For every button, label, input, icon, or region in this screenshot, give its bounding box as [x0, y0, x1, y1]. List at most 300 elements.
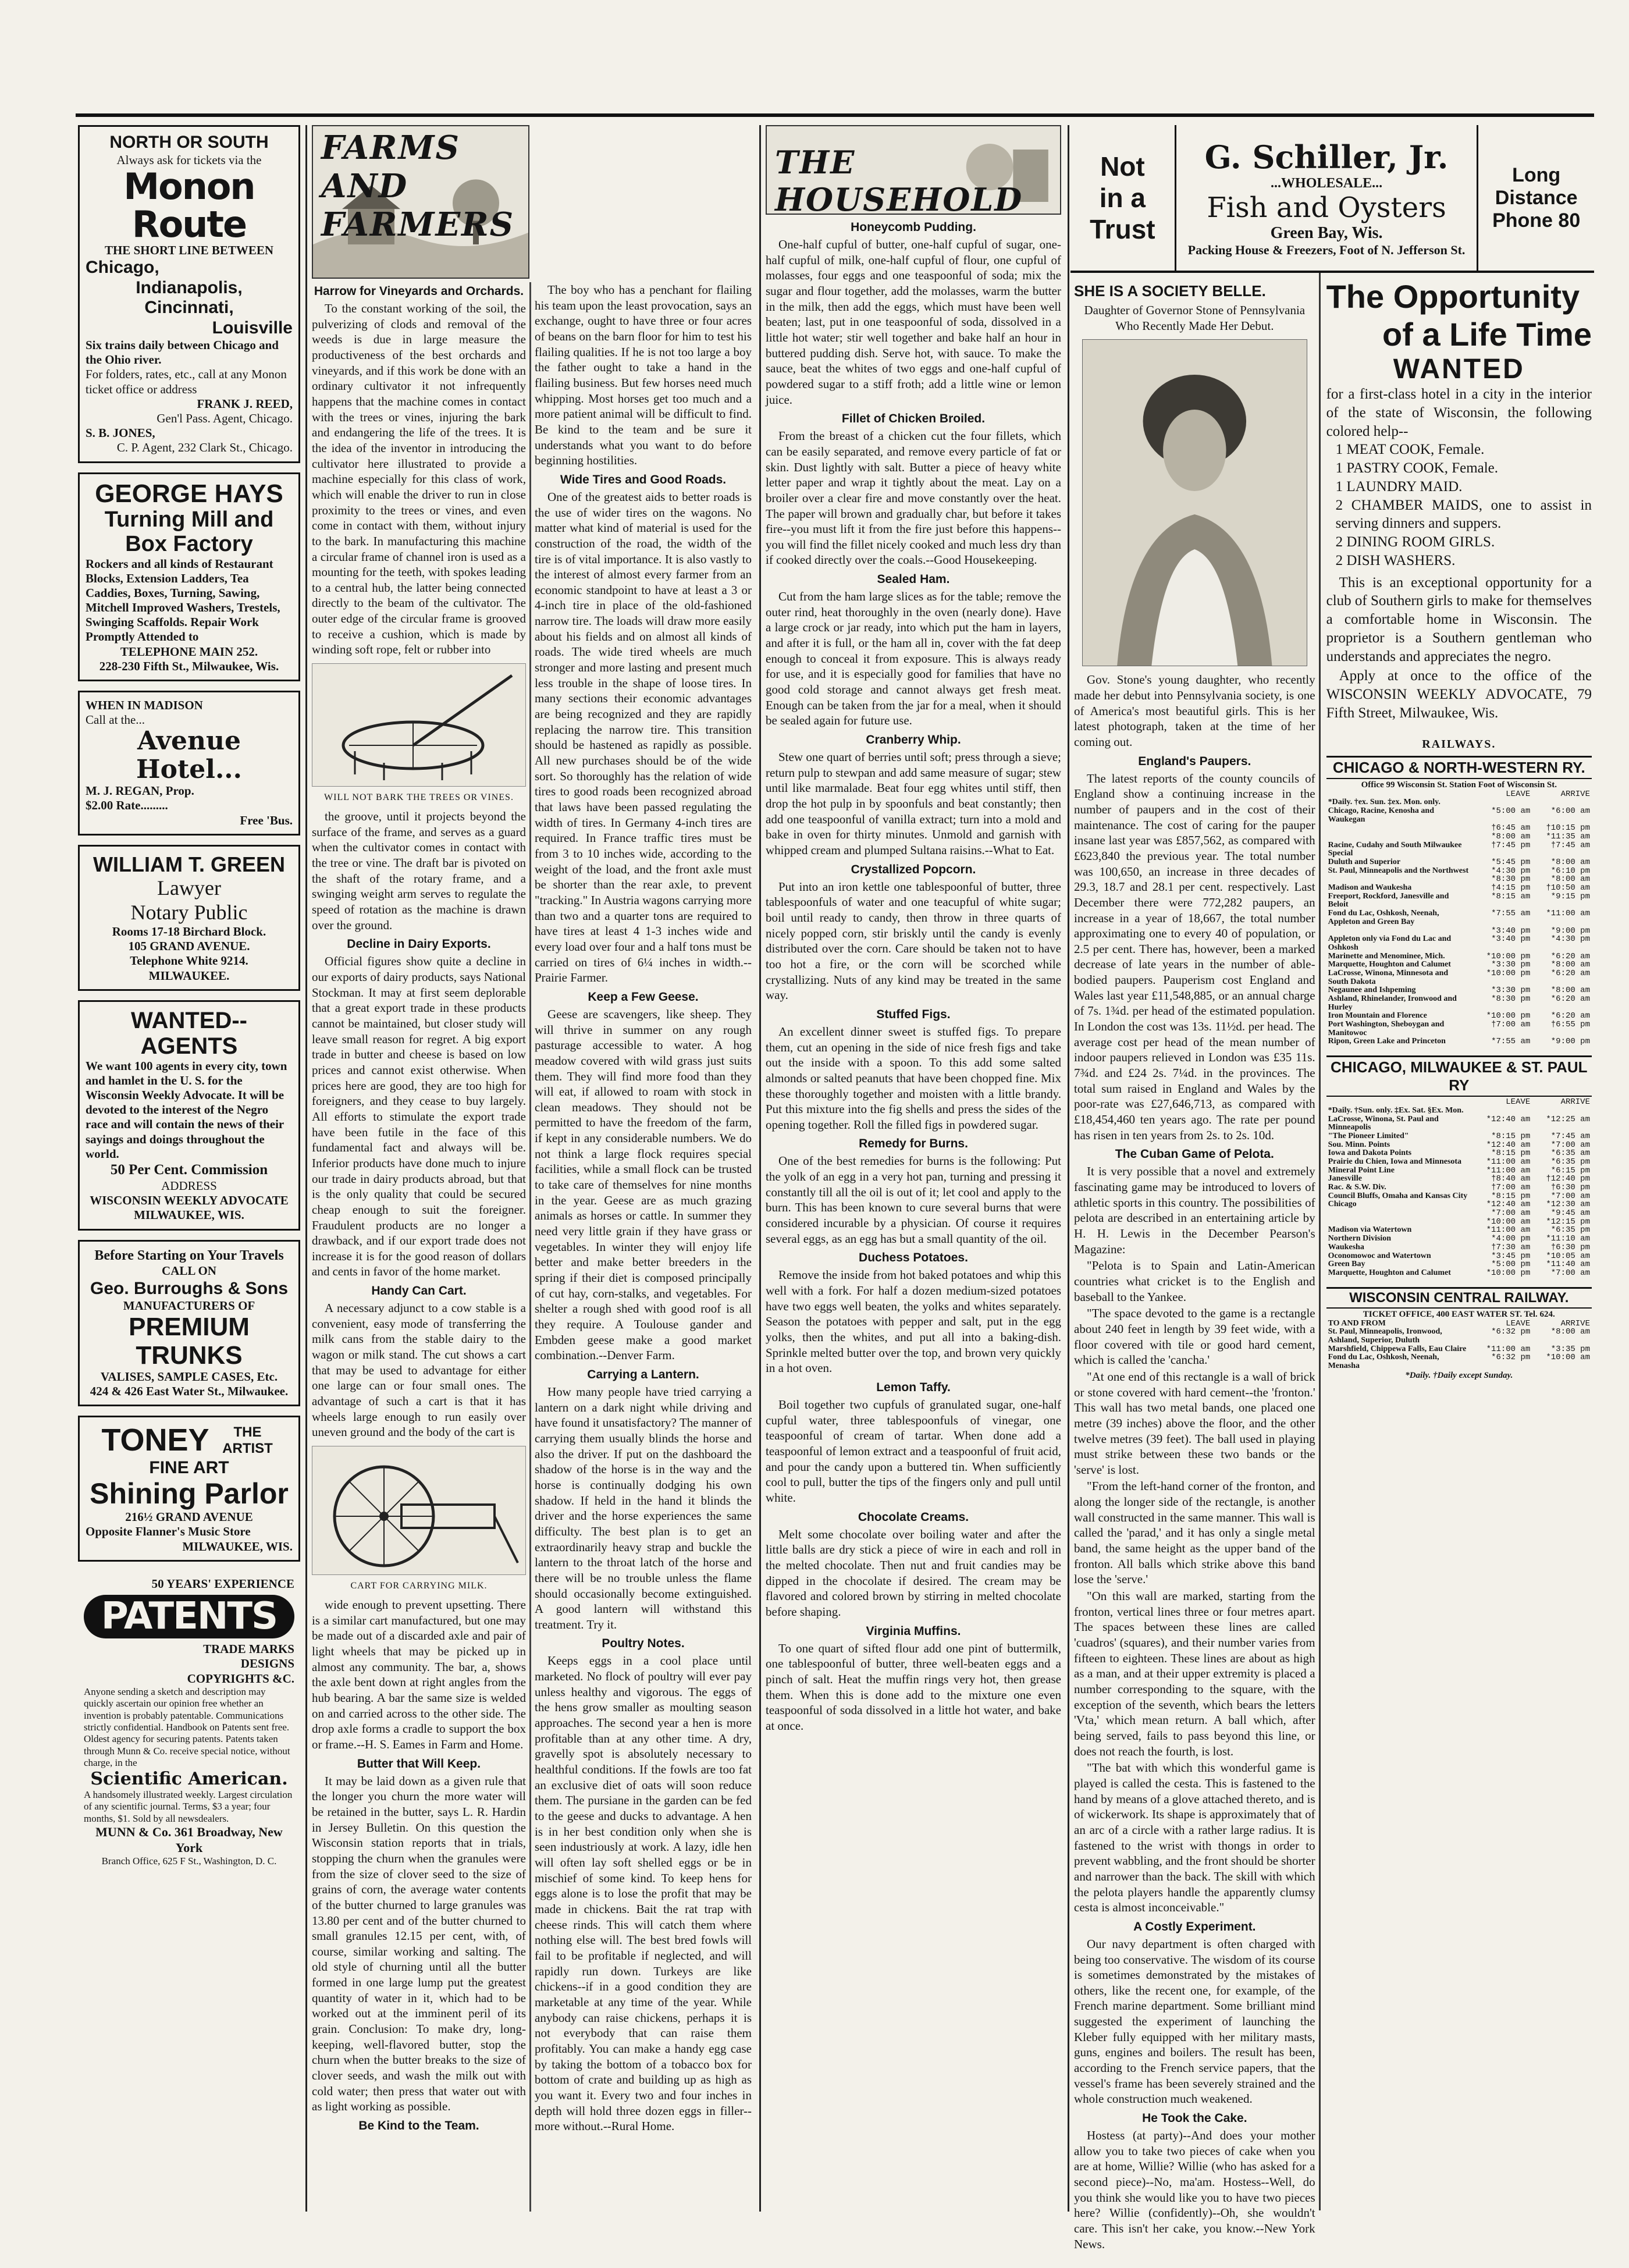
right-column: [1070, 125, 1594, 2251]
train-time: *7:45 am: [1550, 1131, 1590, 1141]
article-text: wide enough to prevent upsetting. There is a similar cart manufactured, but one may be made out of a discarded axle and pair of light wheels that may be picked up in almost any community. The bar, a, shows the axle bent down at right angles from the hub bearing. A bar the same size is welded on and carried across to the other side. The drop axle forms a cradle to support the box or frame.--H. S. Eames in Farm and Home.: [312, 1598, 526, 1751]
timetable-row: [1326, 1252, 1592, 1261]
train-time: *4:00 pm: [1491, 1234, 1531, 1244]
ad-line: Lawyer: [157, 876, 221, 900]
ad-line: CALL ON: [162, 1264, 216, 1278]
illustration-caption: CART FOR CARRYING MILK.: [350, 1581, 488, 1591]
timetable-cmsp: [1326, 1098, 1592, 1277]
ad-line: Rockers and all kinds of Restaurant Blocks, Extension Ladders, Tea Caddies, Boxes, Turning, Sawing, Mitchell Improved Washers, Trestels, Swinging Scaffolds. Repair Work Promptly Attended to: [86, 556, 280, 644]
timetable-row: [1326, 1141, 1592, 1150]
train-time: *6:10 pm: [1550, 866, 1590, 876]
timetable-row: [1326, 1243, 1592, 1252]
article-heading: Decline in Dairy Exports.: [347, 937, 491, 951]
train-time: *7:55 am: [1491, 909, 1531, 919]
train-time: *6:35 pm: [1550, 1157, 1590, 1167]
ad-line: S. B. JONES,: [86, 426, 155, 440]
train-time: †6:30 pm: [1550, 1183, 1590, 1192]
route-name: Fond du Lac, Oshkosh, Neenah, Appleton and Green Bay: [1328, 909, 1439, 926]
article-heading: Poultry Notes.: [602, 1637, 685, 1651]
ad-line: Six trains daily between Chicago and the Ohio river.: [86, 338, 279, 367]
train-time: *3:45 pm: [1491, 1251, 1531, 1261]
article-text: The boy who has a penchant for flailing his team upon the least provocation, says an exchange, ought to have three or four acres of beans on the barn floor for him to test his flailing qualities. If he is not too large a boy the father ought to take a hand in the flailing business. But few horses need much whipping. Most horses get too much and a more patient animal will be difficult to find. Be kind to the team and be sure it understands what you want to do before beginning hostilities.: [535, 283, 752, 468]
wanted-agents-ad: [78, 1000, 300, 1231]
ad-line: Green Bay, Wis.: [1270, 223, 1383, 242]
route-name: [1326, 927, 1472, 936]
ad-line: Not: [1100, 151, 1145, 182]
article-text: One of the greatest aids to better roads is the use of wider tires on the wagons. No matter what kind of material is used for the construction of the road, the width of the tire is of vital importance. It is also vastly to the interest of almost every farmer from an economic standpoint to have at least a 3 or 4-inch tire in place of the old-fashioned narrow tire. The loads will draw more easily about his fields and on almost all kinds of roads. The wide tired wheels are much stronger and more lasting and present much less trouble in the shape of loose tires. In many sections their economic advantages are being recognized and they are rapidly replacing the narrow tire. This transition should be hastened as rapidly as possible. All new purchases should be of the wide sort. So thoroughly has the relation of wide tires to good roads been recognized abroad that laws have been passed regulating the width of tires. In Germany 4-inch tires are required. In France traffic tires must be from 3 to 10 inches wide, according to the weight of the load, and the front axle must be shorter than the rear axle, to prevent "tracking." In Austria wagons carrying more than two and a quarter tons are required to have tires at least 4 1-3 inches wide and every load over four and a half tons must be carried on tires of 6¼ inches in width.--Prairie Farmer.: [535, 489, 752, 985]
schiller-ad: [1176, 125, 1479, 271]
train-time: *10:00 am: [1546, 1353, 1590, 1363]
ad-city: Indianapolis,: [136, 278, 243, 297]
train-time: *10:05 am: [1546, 1251, 1590, 1261]
timetable-row: [1326, 867, 1592, 876]
ad-line: THE ARTIST: [222, 1424, 273, 1457]
timetable-row: [1326, 969, 1592, 986]
recipe-heading: Duchess Potatoes.: [859, 1251, 968, 1265]
william-green-ad: [78, 845, 300, 991]
train-time: *8:00 am: [1491, 831, 1531, 841]
train-time: *6:32 pm: [1491, 1327, 1531, 1337]
article-heading: Butter that Will Keep.: [357, 1757, 481, 1771]
col-header: ARRIVE: [1560, 1318, 1590, 1328]
train-time: *6:35 pm: [1550, 1225, 1590, 1235]
route-name: Chicago, Racine, Kenosha and Waukegan: [1328, 806, 1435, 824]
article-text: "The bat with which this wonderful game is played is called the cesta. This is fastened to the hand by means of a glove attached thereto, and is of wickerwork. Its shape is approximately that of an arc of a circle with a rather large radius. It is fastened to the wrist with thongs in order to prevent wabbling, and the front should be shorter and narrower than the back. The skill with which the pelota players handle the apparently clumsy cesta is almost inconceivable.": [1074, 1761, 1315, 1915]
ad-line: Call at the...: [86, 713, 145, 727]
train-time: *6:32 pm: [1491, 1353, 1531, 1363]
train-time: †7:00 am: [1491, 1183, 1531, 1192]
train-time: *7:55 am: [1491, 1037, 1531, 1047]
ad-line: MANUFACTURERS OF: [123, 1299, 255, 1313]
ad-line: For folders, rates, etc., call at any Monon ticket office or address: [86, 367, 287, 396]
recipe-heading: Crystallized Popcorn.: [851, 862, 976, 876]
article-heading: Keep a Few Geese.: [588, 990, 699, 1004]
milk-cart-illustration: [312, 1446, 526, 1575]
ad-headline: Avenue Hotel...: [136, 726, 242, 784]
ad-line: Trust: [1090, 214, 1155, 244]
george-hays-ad: [78, 472, 300, 681]
train-time: †6:30 pm: [1550, 1242, 1590, 1252]
article-text: "Pelota is to Spain and Latin-American countries what cricket is to the English and baseball to the Yankee.: [1074, 1259, 1315, 1304]
ad-line: Free 'Bus.: [240, 813, 293, 827]
article-text: It is very possible that a novel and extremely fascinating game may be introduced to lovers of athletic sports in this country. The possibilities of pelota are described in an entertaining article by H. H. Lewis in the December Pearson's Magazine:: [1074, 1164, 1315, 1256]
timetable-row: [1326, 1115, 1592, 1132]
train-time: *8:00 am: [1550, 1327, 1590, 1337]
train-time: *12:40 am: [1486, 1200, 1531, 1210]
illustration-caption: WILL NOT BARK THE TREES OR VINES.: [324, 792, 514, 803]
ad-line: MILWAUKEE.: [148, 968, 230, 983]
article-heading: Carrying a Lantern.: [587, 1367, 699, 1381]
ad-line: Opposite Flanner's Music Store: [86, 1524, 251, 1539]
train-time: *6:20 am: [1550, 968, 1590, 978]
train-time: *10:00 pm: [1486, 1268, 1531, 1278]
train-time: *3:30 pm: [1491, 986, 1531, 996]
ad-headline: GEORGE HAYS: [95, 479, 283, 508]
ad-line: ADDRESS: [161, 1179, 217, 1193]
ad-headline: Fish and Oysters: [1207, 191, 1446, 224]
column-rule: [759, 125, 761, 2212]
timetable-row: [1326, 1226, 1592, 1235]
ad-line: Phone 80: [1492, 209, 1581, 232]
ad-headline: The Opportunity: [1326, 278, 1580, 315]
route-name: Duluth and Superior: [1328, 858, 1401, 866]
timetable-row: [1326, 1037, 1592, 1046]
farms-title: FARMS AND FARMERS: [321, 129, 515, 244]
timetable-row: [1326, 798, 1592, 807]
article-text: Official figures show quite a decline in our exports of dairy products, says National Stockman. It may at first seem deplorable that a great export trade in these products cannot be maintained, but closer study will leave small reason for regret. A big export trade in butter and cheese is based on low prices and cannot exist otherwise. When prices here are good, they are too high for foreigners, and they cease to buy largely. All efforts to stimulate the export trade have been futile in the face of this fundamental fact and always will be. Inferior products have done much to injure our trade in dairy products abroad, but that is the only quality that could be secured cheap enough to suit the foreigner. Fraudulent products are no longer a drawback, and if our export trade does not increase it is for the good reason of dollars and cents in favor of the home market.: [312, 954, 527, 1279]
ad-line: TELEPHONE MAIN 252.: [120, 644, 258, 659]
farms-subcolumn-left: [308, 125, 529, 2212]
timetable-row: [1326, 833, 1592, 841]
train-time: †7:30 am: [1491, 1242, 1531, 1252]
route-name: Port Washington, Sheboygan and Manitowoc: [1328, 1020, 1445, 1037]
route-name: Janesville: [1328, 1174, 1362, 1183]
ad-line: Always ask for tickets via the: [116, 152, 262, 167]
recipe-text: Melt some chocolate over boiling water and after the little balls are dry stick a piece of wire in each and roll in the melted chocolate. Then nut and fruit candies may be dipped in the chocolate if desired. The cream may be flavored and colored brown by stirring in melted chocolate before shaping.: [766, 1527, 1061, 1619]
train-time: *7:00 am: [1491, 1208, 1531, 1218]
train-time: *6:20 am: [1550, 951, 1590, 961]
train-time: *12:30 am: [1546, 1200, 1590, 1210]
route-name: Negaunee and Ishpeming: [1328, 986, 1416, 995]
route-name: Iowa and Dakota Points: [1328, 1149, 1412, 1158]
long-distance-phone-box: [1478, 125, 1594, 271]
train-time: *10:00 pm: [1486, 1011, 1531, 1021]
train-time: *6:35 am: [1550, 1149, 1590, 1158]
ad-line: 228-230 Fifth St., Milwaukee, Wis.: [99, 659, 279, 673]
route-name: [1326, 1209, 1472, 1218]
farms-masthead: [312, 125, 529, 279]
recipe-heading: Virginia Muffins.: [866, 1624, 961, 1638]
train-time: *3:40 pm: [1491, 926, 1531, 936]
col-header: LEAVE: [1506, 789, 1531, 799]
article-text: "On this wall are marked, starting from the fronton, vertical lines three or four metres apart. The spaces between these lines are called 'cuadros' (squares), and their number varies from fifteen to eighteen. These lines are about as high as a man, and at their upper extremity is placed a number corresponding to the square, with the exception of the seventh, which bears the letters 'Vta,' which mean return. A ball which, after being served, fails to pass beyond this line, or does not reach the fourth, is lost.: [1074, 1589, 1315, 1758]
timetable-row: [1326, 1209, 1592, 1218]
train-time: *7:00 am: [1550, 1268, 1590, 1278]
route-name: Ashland, Rhinelander, Ironwood and Hurley: [1328, 994, 1457, 1012]
route-name: Council Bluffs, Omaha and Kansas City: [1328, 1191, 1468, 1200]
railways-heading: RAILWAYS.: [1422, 737, 1496, 751]
article-text: the groove, until it projects beyond the surface of the frame, and serves as a guard when the cultivator comes in contact with the tree or vine. The draft bar is pivoted on the shaft of the rotary frame, and a swinging weight arm serves to regulate the speed of rotation as the machine is drawn over the ground.: [312, 809, 526, 932]
recipe-heading: Stuffed Figs.: [876, 1007, 951, 1021]
route-name: *Daily. †ex. Sun. ‡ex. Mon. only.: [1328, 798, 1441, 807]
ad-line: MILWAUKEE, WIS.: [134, 1208, 244, 1222]
route-name: Northern Division: [1328, 1234, 1392, 1243]
train-time: *11:00 am: [1546, 909, 1590, 919]
route-name: Fond du Lac, Oshkosh, Neenah, Menasha: [1328, 1353, 1439, 1370]
train-time: *8:30 pm: [1491, 875, 1531, 884]
train-time: [1472, 798, 1532, 807]
train-time: *6:20 am: [1550, 994, 1590, 1004]
timetable-row: [1326, 927, 1592, 936]
timetable-row: [1326, 884, 1592, 893]
train-time: *9:15 pm: [1550, 891, 1590, 901]
ad-line: FINE ART: [149, 1458, 229, 1477]
train-time: †12:40 pm: [1546, 1174, 1590, 1184]
article-subhead: Daughter of Governor Stone of Pennsylvania Who Recently Made Her Debut.: [1084, 303, 1306, 333]
schiller-banner: [1070, 125, 1594, 273]
train-time: *3:40 pm: [1491, 934, 1531, 944]
col-header: ARRIVE: [1560, 789, 1590, 799]
train-time: *8:15 am: [1491, 891, 1531, 901]
train-time: †6:45 am: [1491, 823, 1531, 833]
train-time: *12:40 am: [1486, 1114, 1531, 1124]
ad-line: Branch Office, 625 F St., Washington, D. C.: [101, 1855, 277, 1867]
timetable-wc: [1326, 1320, 1592, 1371]
route-name: Prairie du Chien, Iowa and Minnesota: [1328, 1157, 1462, 1166]
col-header: LEAVE: [1506, 1318, 1531, 1328]
article-text: Geese are scavengers, like sheep. They will thrive in summer on any rough pasturage accessible to water. A hog meadow covered with wild grass just suits them. They will find more food than they will eat, if allowed to roam with stock in clean meadows. They should not be permitted to have the freedom of the farm, if kept in any considerable numbers. We do not think a large flock requires special facilities, while a small flock can be trusted to take care of themselves for nine months in the year. Geese are as much grazing animals as horses or cattle. In summer they need very little grain if they have grass or vegetables. In winter they will enjoy life better and make better breeders in the spring if their diet is composed principally of cut hay, corn-stalks, and vegetables. For shelter a rough shed with good roof is all they require. A Toulouse gander and Embden geese make a good market combination.--Denver Farm.: [535, 1007, 752, 1363]
train-time: *10:00 am: [1486, 1217, 1531, 1227]
article-heading: Handy Can Cart.: [371, 1284, 467, 1298]
article-text: Keeps eggs in a cool place until marketed. No flock of poultry will ever pay unless healthy and vigorous. The eggs of the hens grow smaller as moulting season approaches. The second year a hen is more profitable than at any other time. A dry, gravelly spot is absolutely necessary to healthful conditions. If the fowls are too fat an exclusive diet of oats will soon reduce them. The pursiane in the garden can be fed to the geese and ducks to advantage. A hen is in her best condition only when she is seen industriously at work. A lazy, idle hen will often lay soft shelled eggs or be in mischief of some kind. To keep hens for eggs alone is to lose the profit that may be made in chickens. Bait the rat trap with cheese rinds. This will catch them where nothing else will. The best bred fowls will fail to be profitable if neglected, and will rapidly run down. Turkeys are like chickens--if in a good condition they are marketable at any time of the year. While anybody can raise chickens, perhaps it is not everybody that can raise them profitably. You can make a handy egg case by taking the bottom of a tobacco box for bottom of crate and building up as high as you want it. Every two and four inches in depth will hold three dozen eggs in filler--more without.--Rural Home.: [535, 1654, 752, 2134]
timetable-row: [1326, 893, 1592, 909]
route-name: Rac. & S.W. Div.: [1328, 1183, 1386, 1192]
train-time: †4:15 pm: [1491, 883, 1531, 893]
ad-line: This is an exceptional opportunity for a club of Southern girls to make for themselves a comfortable home in Wisconsin. The proprietor is a Southern gentleman who understands and appreciates the negro.: [1326, 574, 1592, 664]
timetable-row: [1326, 1353, 1592, 1370]
route-name: LaCrosse, Winona, St. Paul and Minneapolis: [1328, 1114, 1439, 1132]
train-time: *11:00 am: [1486, 1157, 1531, 1167]
ad-city: Chicago,: [86, 258, 159, 278]
job-item: 2 DISH WASHERS.: [1335, 552, 1456, 568]
train-time: *8:15 pm: [1491, 1131, 1531, 1141]
railway-name: CHICAGO & NORTH-WESTERN RY.: [1326, 756, 1592, 779]
timetable-row: [1326, 875, 1592, 884]
ad-line: DESIGNS: [240, 1656, 294, 1671]
train-time: *9:00 pm: [1550, 926, 1590, 936]
article-text: Our navy department is often charged with being too conservative. The wisdom of its course is sometimes demonstrated by the mistakes of others, like the recent one, for example, of the French marine department. Some brilliant mind suggested the experiment of launching the Kleber fully equipped with her military masts, guns, engines and boilers. The result has been, according to the French service papers, that the vessel's frame has been severely strained and the whole construction much weakened.: [1074, 1936, 1315, 2106]
job-item: 1 PASTRY COOK, Female.: [1335, 460, 1499, 476]
train-time: *5:00 pm: [1491, 1260, 1531, 1270]
train-time: †8:40 am: [1491, 1174, 1531, 1184]
train-time: *5:45 pm: [1491, 858, 1531, 867]
ad-subhead: Turning Mill and Box Factory: [104, 507, 274, 556]
train-time: †6:55 pm: [1550, 1020, 1590, 1030]
article-text: "From the left-hand corner of the fronton, and along the longer side of the rectangle, is another wall constructed in the same manner. This wall is called the 'parad,' and it has only a single metal band, the same height as the upper band of the fronton. All balls which strike above this band lose the 'serve.': [1074, 1479, 1315, 1587]
article-heading: A Costly Experiment.: [1133, 1919, 1256, 1933]
train-time: *12:40 am: [1486, 1140, 1531, 1150]
train-time: *11:10 am: [1546, 1234, 1590, 1244]
train-time: *8:15 pm: [1491, 1191, 1531, 1201]
timetable-row: [1326, 961, 1592, 969]
ad-line: FRANK J. REED,: [197, 396, 293, 411]
route-name: Freeport, Rockford, Janesville and Beloit: [1328, 891, 1449, 909]
recipe-text: An excellent dinner sweet is stuffed figs. To prepare them, cut an opening in the side of nice fresh figs and take out the inside with a spoon. To this add some salted almonds or salted peanuts that have been chopped fine. Mix these thoroughly together and moisten with a little brandy. Put this mixture into the fig shells and press the sides of the opening together. Roll the filled figs in powdered sugar.: [766, 1024, 1061, 1132]
timetable-row: [1326, 1132, 1592, 1141]
railway-name: WISCONSIN CENTRAL RAILWAY.: [1326, 1287, 1592, 1309]
recipe-text: Remove the inside from hot baked potatoes and whip this well with a fork. For half a dozen medium-sized potatoes have two eggs well beaten, the yolks and whites separately. Season the potatoes with pepper and salt, put in the egg yolks, then the whites, and put all into a baking-dish. Sprinkle melted butter over the top, and brown very quickly in a hot oven.: [766, 1268, 1061, 1375]
ad-line: We want 100 agents in every city, town and hamlet in the U. S. for the Wisconsin Weekly Advocate. It will be devoted to the interest of the Negro race and will contain the news of their sayings and doings throughout the world.: [86, 1058, 287, 1161]
timetable-row: [1326, 1218, 1592, 1227]
ad-line: 50 YEARS' EXPERIENCE: [151, 1576, 294, 1591]
burroughs-trunks-ad: [78, 1240, 300, 1407]
recipe-heading: Chocolate Creams.: [858, 1510, 969, 1524]
recipe-heading: Honeycomb Pudding.: [851, 221, 976, 234]
train-time: †10:15 pm: [1546, 823, 1590, 833]
harrow-illustration: [312, 663, 526, 787]
route-name: Marquette, Houghton and Calumet: [1328, 960, 1451, 969]
train-time: *4:30 pm: [1491, 866, 1531, 876]
article-text: How many people have tried carrying a lantern on a dark night while driving and have found it unsatisfactory? The manner of carrying them usually blinds the horse and also the driver. If put on the dashboard the shadow of the horse is in the way and the horse is continually dodging his own shadow. If held in the hand it blinds the driver and the horse experiences the same difficulty. The best plan is to get an extraordinarily heavy strap and buckle the lantern to the throat latch of the horse and there will be no trouble unless the flame should occasionally become extinguished. A good lantern will withstand this treatment. Try it.: [535, 1384, 752, 1631]
train-time: *9:00 pm: [1550, 1037, 1590, 1047]
train-time: *6:15 pm: [1550, 1165, 1590, 1175]
article-heading: The Cuban Game of Pelota.: [1115, 1147, 1274, 1161]
ad-line: NORTH OR SOUTH: [109, 133, 269, 152]
timetable-row: [1326, 995, 1592, 1012]
recipe-heading: Sealed Ham.: [877, 573, 950, 586]
ad-line: $2.00 Rate.........: [86, 798, 168, 813]
article-heading: Harrow for Vineyards and Orchards.: [314, 285, 524, 298]
ad-line: 105 GRAND AVENUE.: [128, 939, 250, 954]
avenue-hotel-ad: [78, 691, 300, 836]
woman-portrait-icon: [1083, 340, 1307, 666]
article-text: "The space devoted to the game is a rectangle about 240 feet in length by 39 feet wide, with a floor covered with tile or good hard cement, which is called the 'cancha.': [1074, 1306, 1315, 1367]
train-time: *7:00 am: [1550, 1191, 1590, 1201]
timetable-row: [1326, 1149, 1592, 1158]
recipe-text: From the breast of a chicken cut the four fillets, which can be easily separated, and remove every particle of fat or skin. Dust lightly with salt. Butter a piece of heavy white letter paper and wrap it tightly about the meat. Lay on a broiler over a clear fire and move constantly over the heat. The paper will brown and gradually char, but before it takes fire--you must lift it from the fire just before this happens--you will find the fillet nicely cooked and much less dry than if cooked directly over the coals.--Good Housekeeping.: [766, 429, 1061, 567]
monon-route-ad: [78, 125, 300, 463]
route-name: Waukesha: [1328, 1242, 1364, 1252]
milk-cart-icon: [312, 1446, 525, 1574]
article-text: Hostess (at party)--And does your mother allow you to take two pieces of cake when you are at home, Willie? Willie (who has asked for a second piece)--No, ma'am. Hostess--Well, do you think she would like you to have two pieces here? Willie (confidently)--Oh, she wouldn't care. This isn't her cake, you know.--New York News.: [1074, 2128, 1315, 2251]
ad-city: Cincinnati,: [144, 298, 234, 318]
train-time: *5:00 am: [1491, 806, 1531, 816]
ad-line: in a: [1099, 183, 1146, 213]
ad-city: Louisville: [212, 318, 293, 337]
route-name: Green Bay: [1328, 1260, 1365, 1269]
recipe-heading: Lemon Taffy.: [876, 1381, 951, 1394]
route-name: St. Paul, Minneapolis and the Northwest: [1328, 866, 1469, 875]
newspaper-page: [76, 113, 1594, 2251]
route-name: Racine, Cudahy and South Milwaukee Special: [1328, 840, 1462, 858]
ad-line: for a first-class hotel in a city in the interior of the state of Wisconsin, the following colored help--: [1326, 386, 1592, 439]
article-text: It may be laid down as a given rule that the longer you churn the more water will be retained in the butter, says L. R. Hardin in Jersey Bulletin. On this question the Wisconsin station reports that in trials, stopping the churn when the granules were from the size of clover seed to the size of grains of corn, the average water contents of the butter churned to large granules was 13.80 per cent and of the butter churned to small granules 12.15 per cent, with, of course, similar working and salting. The old style of churning until all the butter formed in one large lump put the greatest quantity of water in it, which had to be worked out at the imminent peril of its grain. Conclusion: To make dry, long-keeping, well-flavored butter, stop the churn when the butter breaks to the size of clover seeds, and wash the milk out with cold water; then press that water out with as light working as possible.: [312, 1773, 526, 2114]
ad-line: TRADE MARKS: [203, 1642, 294, 1656]
recipe-heading: Remedy for Burns.: [859, 1137, 968, 1151]
ad-line: 424 & 426 East Water St., Milwaukee.: [90, 1384, 289, 1399]
train-time: *3:30 pm: [1491, 960, 1531, 970]
train-time: *6:20 am: [1550, 1011, 1590, 1021]
timetable-row: [1326, 1167, 1592, 1175]
route-name: [1326, 1218, 1472, 1227]
timetable-row: [1326, 824, 1592, 833]
ad-line: COPYRIGHTS &C.: [187, 1671, 294, 1686]
route-name: Ripon, Green Lake and Princeton: [1328, 1037, 1446, 1046]
timetable-row: [1326, 1183, 1592, 1192]
recipe-text: Cut from the ham large slices as for the table; remove the outer rind, heat thoroughly in the oven (nearly done). Have a large crock or jar ready, into which put the ham in layers, and after it is full, or the ham all in, cover with the fat deep enough to conceal it from exposure. This is always ready for use, and it is especially good for families that have no good cold storage and cannot always get fresh meat. Enough can be taken from the jar for a meal, when it should be sealed again for future use.: [766, 589, 1061, 728]
ad-headline: WANTED: [1393, 354, 1525, 385]
ad-line: C. P. Agent, 232 Clark St., Chicago.: [116, 440, 293, 455]
timetable-row: [1326, 807, 1592, 824]
not-in-trust-box: [1070, 125, 1176, 271]
article-text: A necessary adjunct to a cow stable is a convenient, easy mode of transferring the milk cans from the stable dairy to the wagon or milk stand. The cut shows a cart that may be used to advantage for either one large can or four small ones. The advantage of such a cart is that it has wheels large enough to run easily over uneven ground and the body of the cart is: [312, 1301, 526, 1439]
route-name: St. Paul, Minneapolis, Ironwood, Ashland, Superior, Duluth: [1328, 1327, 1442, 1345]
ad-line: Notary Public: [130, 900, 248, 924]
train-time: *11:00 am: [1486, 1165, 1531, 1175]
article-heading: Be Kind to the Team.: [358, 2119, 479, 2133]
ad-line: ...WHOLESALE...: [1271, 175, 1383, 191]
toney-shining-parlor-ad: [78, 1416, 300, 1561]
ad-line: Apply at once to the office of the WISCONSIN WEEKLY ADVOCATE, 79 Fifth Street, Milwaukee, Wis.: [1326, 668, 1592, 721]
ad-line: Before Starting on Your Travels: [94, 1247, 284, 1263]
ad-headline: G. Schiller, Jr.: [1204, 138, 1449, 176]
train-time: *3:35 pm: [1550, 1344, 1590, 1354]
route-name: "The Pioneer Limited": [1328, 1131, 1409, 1140]
col-header: TO AND FROM: [1328, 1318, 1386, 1328]
route-name: Mineral Point Line: [1328, 1165, 1395, 1175]
timetable-row: [1326, 1235, 1592, 1243]
col-header: ARRIVE: [1560, 1097, 1590, 1107]
ad-line: Anyone sending a sketch and description may quickly ascertain our opinion free whether an invention is probably patentable. Communications strictly confidential. Handbook on Patents sent free. Oldest agency for securing patents. Patents taken through Munn & Co. receive special notice, without charge, in the: [84, 1686, 290, 1769]
article-heading: SHE IS A SOCIETY BELLE.: [1074, 282, 1266, 300]
timetable-row: [1326, 1192, 1592, 1201]
recipe-text: Put into an iron kettle one tablespoonful of butter, three tablespoonfuls of water and one teacupful of white sugar; boil until ready to candy, then throw in three quarts of nicely popped corn, stir briskly until the candy is evenly distributed over the corn. Care should be taken not to have too hot a fire, or the corn will be scorched while crystallizing. Nuts of any kind may be treated in the same way.: [766, 879, 1061, 1003]
ad-line: WISCONSIN WEEKLY ADVOCATE: [90, 1193, 289, 1208]
route-name: *Daily. †Sun. only. ‡Ex. Sat. §Ex. Mon.: [1328, 1105, 1464, 1115]
job-item: 2 CHAMBER MAIDS, one to assist in serving dinners and suppers.: [1335, 497, 1592, 532]
news-subcolumn: [1070, 273, 1319, 2251]
train-time: *8:30 pm: [1491, 994, 1531, 1004]
ad-line: Geo. Burroughs & Sons: [90, 1278, 289, 1298]
ads-column: [76, 125, 303, 2212]
timetable-row: [1326, 1200, 1592, 1209]
route-name: Appleton only via Fond du Lac and Oshkosh: [1328, 934, 1452, 952]
train-time: *10:00 pm: [1486, 951, 1531, 961]
article-heading: He Took the Cake.: [1142, 2111, 1247, 2125]
train-time: †7:45 pm: [1491, 840, 1531, 850]
route-name: LaCrosse, Winona, Minnesota and South Dakota: [1328, 968, 1449, 986]
ad-headline: Monon Route: [123, 165, 255, 246]
route-name: Marinette and Menominee, Mich.: [1328, 951, 1445, 961]
ad-headline: Scientific American.: [90, 1768, 288, 1789]
recipe-text: One of the best remedies for burns is the following: Put the yolk of an egg in a very hot pan, turning and pressing it constantly till all the oil is out of it; let cool and apply to the burn. This has been known to cure several burns that were considered incurable by a physician. Of course it requires several eggs, as an egg has but a small quantity of the oil.: [766, 1154, 1061, 1246]
railway-name: CHICAGO, MILWAUKEE & ST. PAUL RY: [1326, 1055, 1592, 1097]
ad-headline: WANTED--AGENTS: [131, 1007, 247, 1059]
opportunity-and-rail-subcolumn: [1321, 273, 1594, 2210]
timetable-row: [1326, 952, 1592, 961]
harrow-icon: [312, 664, 525, 786]
train-time: *12:15 pm: [1546, 1217, 1590, 1227]
household-title: THE HOUSEHOLD: [775, 144, 1023, 218]
route-name: [1326, 824, 1472, 833]
train-time: *8:00 am: [1550, 960, 1590, 970]
ad-headline: PREMIUM TRUNKS: [129, 1313, 250, 1370]
route-name: Chicago: [1328, 1200, 1357, 1209]
train-time: *7:00 am: [1550, 1140, 1590, 1150]
recipe-text: Stew one quart of berries until soft; press through a sieve; return pulp to stewpan and add same measure of sugar; stew until like marmalade. Beat four egg whites until stiff, then drop the hot pulp in by spoonfuls and beat constantly; then add one teaspoonful of vanilla extract; turn into a mold and bake in oven for thirty minutes. Unmold and garnish with whipped cream and plumped Sultana raisins.--What to Eat.: [766, 750, 1061, 857]
route-name: [1326, 875, 1472, 884]
ad-line: M. J. REGAN, Prop.: [86, 784, 194, 798]
train-time: *9:45 am: [1550, 1208, 1590, 1218]
train-time: *4:30 pm: [1550, 934, 1590, 944]
timetable-row: [1326, 841, 1592, 858]
recipe-text: Boil together two cupfuls of granulated sugar, one-half cupful water, three tablespoonfuls of vinegar, one teaspoonful of cream of tartar. When done add a teaspoonful of lemon extract and a teaspoonful of fruit acid, and pour the candy upon a buttered tin. When sufficiently cool to pull, butter the tips of the fingers only and pull until white.: [766, 1398, 1061, 1505]
train-time: [1472, 1107, 1532, 1115]
route-name: Marshfield, Chippewa Falls, Eau Claire: [1328, 1344, 1467, 1353]
recipe-heading: Fillet of Chicken Broiled.: [841, 412, 986, 426]
ad-line: Packing House & Freezers, Foot of N. Jefferson St.: [1187, 242, 1466, 257]
timetable-row: [1326, 1269, 1592, 1278]
route-name: Iron Mountain and Florence: [1328, 1011, 1427, 1021]
farms-column: [308, 125, 756, 2212]
ad-line: A handsomely illustrated weekly. Largest circulation of any scientific journal. Terms, $3 a year; four months, $1. Sold by all newsdealers.: [84, 1789, 293, 1824]
train-time: *8:15 pm: [1491, 1149, 1531, 1158]
train-time: *11:35 am: [1546, 831, 1590, 841]
train-time: *8:00 am: [1550, 875, 1590, 884]
route-name: Madison and Waukesha: [1328, 883, 1412, 893]
timetable-row: [1326, 1260, 1592, 1269]
recipe-heading: Cranberry Whip.: [866, 733, 961, 747]
